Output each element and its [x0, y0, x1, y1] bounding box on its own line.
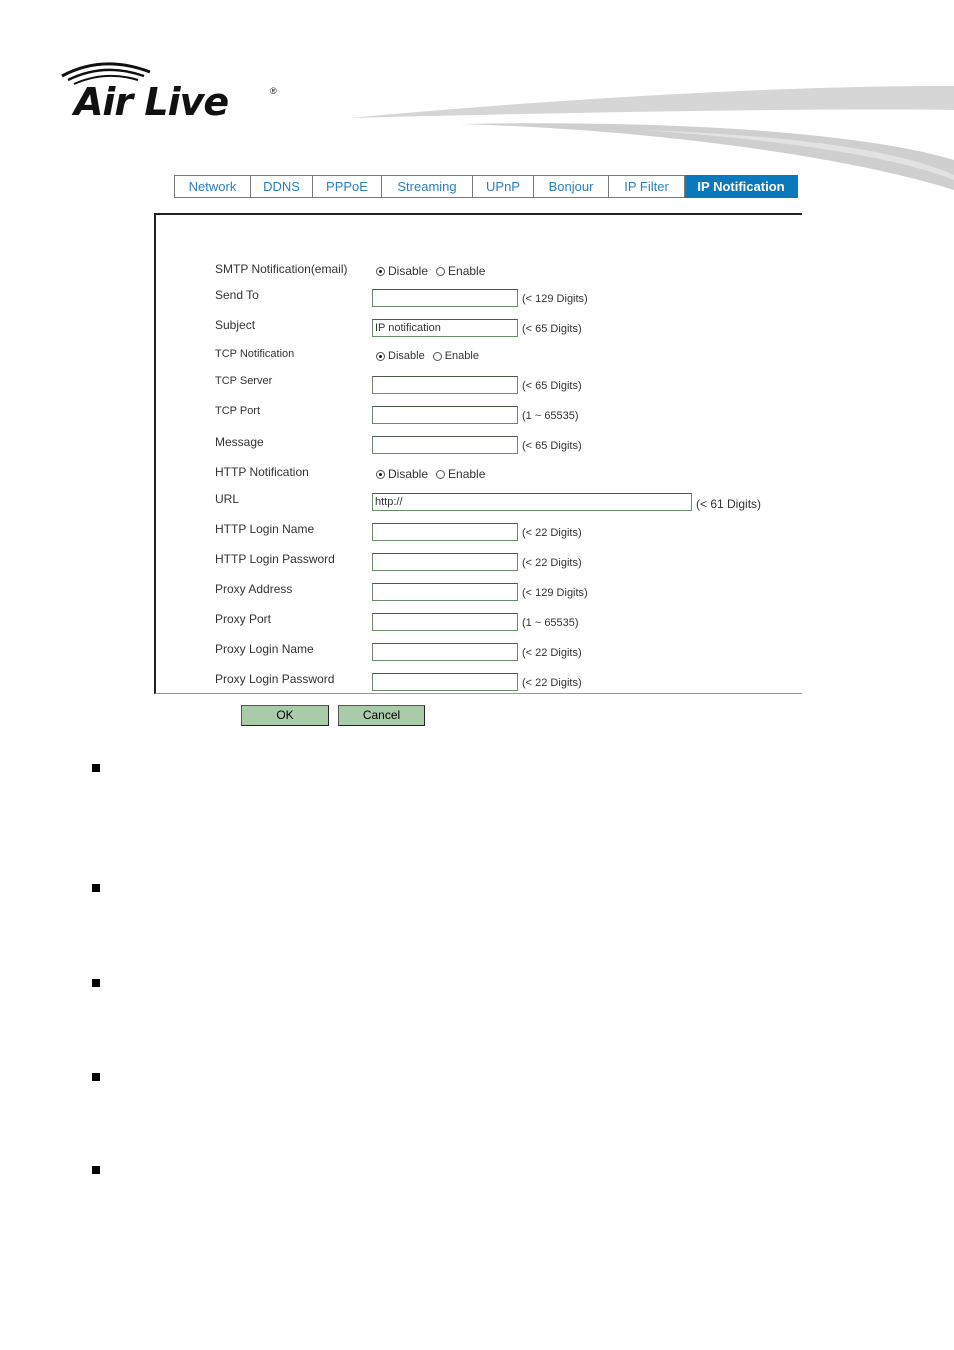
tcp-enable-radio[interactable] [433, 352, 442, 361]
ok-button[interactable]: OK [241, 705, 329, 726]
proxy-login-name-label: Proxy Login Name [215, 642, 314, 656]
http-enable-label: Enable [448, 467, 486, 481]
registered-mark: ® [270, 86, 277, 96]
bullet-marker [92, 1073, 100, 1081]
bullet-marker [92, 884, 100, 892]
subject-hint: (< 65 Digits) [522, 323, 582, 335]
proxy-address-label: Proxy Address [215, 582, 293, 596]
http-login-password-hint: (< 22 Digits) [522, 557, 582, 569]
proxy-login-password-input[interactable] [372, 673, 518, 691]
tcp-server-hint: (< 65 Digits) [522, 380, 582, 392]
tcp-disable-radio[interactable] [376, 352, 385, 361]
tcp-disable-label: Disable [388, 350, 425, 362]
subject-label: Subject [215, 318, 256, 332]
message-hint: (< 65 Digits) [522, 440, 582, 452]
proxy-address-hint: (< 129 Digits) [522, 587, 588, 599]
airlive-logo [58, 58, 288, 128]
bullet-marker [92, 979, 100, 987]
send-to-input[interactable] [372, 289, 518, 307]
proxy-login-password-hint: (< 22 Digits) [522, 677, 582, 689]
proxy-port-hint: (1 ~ 65535) [522, 617, 579, 629]
http-login-name-input[interactable] [372, 523, 518, 541]
http-enable-radio[interactable] [436, 470, 445, 479]
subject-input[interactable]: IP notification [372, 319, 518, 337]
url-label: URL [215, 492, 240, 506]
http-login-password-input[interactable] [372, 553, 518, 571]
proxy-port-input[interactable] [372, 613, 518, 631]
url-hint: (< 61 Digits) [696, 497, 762, 511]
proxy-login-password-label: Proxy Login Password [215, 672, 335, 686]
proxy-login-name-input[interactable] [372, 643, 518, 661]
proxy-address-input[interactable] [372, 583, 518, 601]
send-to-label: Send To [215, 288, 259, 302]
http-login-name-label: HTTP Login Name [215, 522, 315, 536]
tcp-port-label: TCP Port [215, 405, 261, 417]
http-disable-radio[interactable] [376, 470, 385, 479]
smtp-enable-radio[interactable] [436, 267, 445, 276]
proxy-login-name-hint: (< 22 Digits) [522, 647, 582, 659]
http-login-name-hint: (< 22 Digits) [522, 527, 582, 539]
http-login-password-label: HTTP Login Password [215, 552, 335, 566]
cancel-button[interactable]: Cancel [338, 705, 425, 726]
tab-ip-filter[interactable]: IP Filter [609, 175, 685, 198]
http-notification-label: HTTP Notification [215, 465, 309, 479]
settings-tabs [174, 175, 798, 198]
http-disable-label: Disable [388, 467, 429, 481]
tcp-port-hint: (1 ~ 65535) [522, 410, 579, 422]
bullet-marker [92, 764, 100, 772]
smtp-notification-label: SMTP Notification(email) [215, 262, 348, 276]
smtp-disable-label: Disable [388, 264, 429, 278]
bullet-marker [92, 1166, 100, 1174]
tcp-server-input[interactable] [372, 376, 518, 394]
smtp-disable-radio[interactable] [376, 267, 385, 276]
proxy-port-label: Proxy Port [215, 612, 272, 626]
tab-streaming[interactable]: Streaming [382, 175, 473, 198]
message-label: Message [215, 435, 264, 449]
ip-notification-panel [154, 213, 802, 694]
tab-ip-notification[interactable]: IP Notification [685, 175, 798, 198]
logo-text: Air Live [74, 80, 229, 124]
tab-pppoe[interactable]: PPPoE [313, 175, 382, 198]
tab-upnp[interactable]: UPnP [473, 175, 534, 198]
message-input[interactable] [372, 436, 518, 454]
send-to-hint: (< 129 Digits) [522, 293, 588, 305]
url-input[interactable]: http:// [372, 493, 692, 511]
tcp-enable-label: Enable [444, 350, 479, 362]
tcp-port-input[interactable] [372, 406, 518, 424]
tcp-notification-label: TCP Notification [215, 348, 295, 360]
tab-network[interactable]: Network [174, 175, 251, 198]
tab-ddns[interactable]: DDNS [251, 175, 313, 198]
tcp-server-label: TCP Server [215, 375, 273, 387]
smtp-enable-label: Enable [448, 264, 486, 278]
tab-bonjour[interactable]: Bonjour [534, 175, 609, 198]
